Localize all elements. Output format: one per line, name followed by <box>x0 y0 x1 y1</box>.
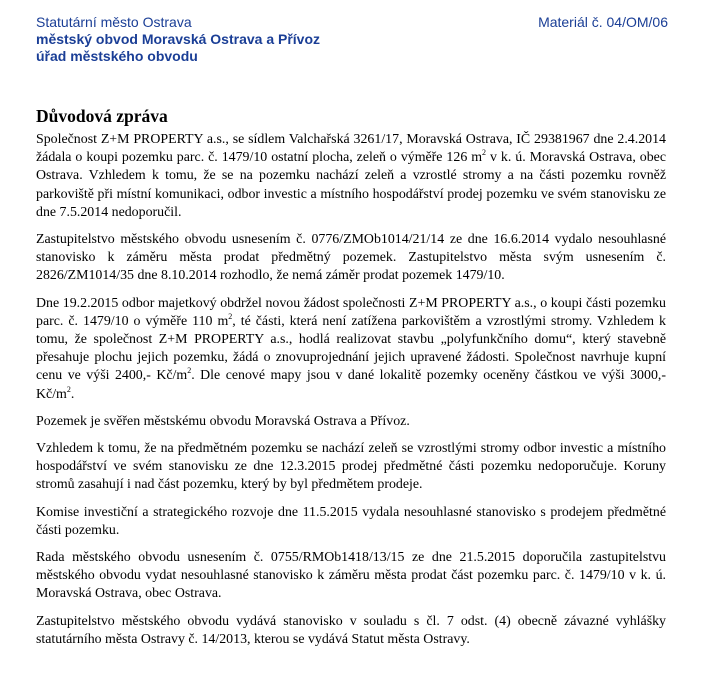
paragraph-3-text-a: Dne 19.2.2015 odbor majetkový obdržel novou žádost společnosti Z+M PROPERTY a.s., o koupi části pozemku parc. č. 1479/10 o výměře 110 m <box>36 295 666 329</box>
material-number: Materiál č. 04/OM/06 <box>538 14 668 30</box>
paragraph-3-text-d: . <box>70 386 75 402</box>
paragraph-5-text: Vzhledem k tomu, že na předmětném pozemku se nachází zeleň se vzrostlými stromy odbor investic a místního hospodářství ve svém stanovisku ze dne 12.3.2015 prodej předmětné části pozemku nedoporučuje. Koruny stromů zasahují i nad část pozemku, který by byl předmětem prodeje. <box>36 441 666 493</box>
paragraph-2-text: Zastupitelstvo městského obvodu usnesením č. 0776/ZMOb1014/21/14 ze dne 16.6.2014 vydalo nesouhlasné stanovisko k záměru města prodat předmětný pozemek. Zastupitelstvo města svým usnesením č. 2826/ZM1014/35 dne 8.10.2014 rozhodlo, že nemá záměr prodat pozemek 1479/10. <box>36 232 666 284</box>
paragraph-1-text-b: v k. ú. Moravská Ostrava, obec Ostrava. Vzhledem k tomu, že se na pozemku nachází zeleň a vzrostlé stromy a na části pozemku rovněž parkoviště při místní komunikaci, odbor investic a místního hospodářství prodej pozemku ve svém stanovisku ze dne 7.5.2014 nedoporučil. <box>36 150 666 220</box>
superscript: 2 <box>66 384 71 394</box>
report-title: Důvodová zpráva <box>36 106 168 126</box>
paragraph-2 <box>36 231 666 286</box>
paragraph-4-text: Pozemek je svěřen městskému obvodu Moravská Ostrava a Přívoz. <box>36 413 410 429</box>
paragraph-7-text: Rada městského obvodu usnesením č. 0755/RMOb1418/13/15 ze dne 21.5.2015 doporučila zastupitelstvu městského obvodu vydat nesouhlasné stanovisko k záměru města prodat část pozemku parc. č. 1479/10 v k. ú. Moravská Ostrava, obec Ostrava. <box>36 550 666 602</box>
paragraph-6-text: Komise investiční a strategického rozvoje dne 11.5.2015 vydala nesouhlasné stanovisko s prodejem předmětné části pozemku. <box>36 504 666 538</box>
paragraph-3 <box>36 295 666 404</box>
paragraph-6 <box>36 504 666 540</box>
paragraph-7 <box>36 549 666 604</box>
city-name: Statutární město Ostrava <box>36 14 192 30</box>
paragraph-1-text-a: Společnost Z+M PROPERTY a.s., se sídlem Valchařská 3261/17, Moravská Ostrava, IČ 29381967 dne 2.4.2014 žádala o koupi pozemku parc. č. 1479/10 ostatní plocha, zeleň o výměře 126 m <box>36 132 666 166</box>
paragraph-8-text: Zastupitelstvo městského obvodu vydává stanovisko v souladu s čl. 7 odst. (4) obecně závazné vyhlášky statutárního města Ostravy č. 14/2013, kterou se vydává Statut města Ostravy. <box>36 613 666 647</box>
paragraph-1 <box>36 131 666 222</box>
superscript: 2 <box>482 148 487 158</box>
superscript: 2 <box>187 366 192 376</box>
paragraph-3-text-c: . Dle cenové mapy jsou v dané lokalitě pozemky oceněny částkou ve výši 3000,- Kč/m <box>36 368 666 402</box>
document-header <box>36 14 668 65</box>
report-body <box>36 131 666 658</box>
office-name: úřad městského obvodu <box>36 48 198 64</box>
superscript: 2 <box>228 311 233 321</box>
paragraph-4 <box>36 413 666 431</box>
paragraph-5 <box>36 440 666 495</box>
paragraph-3-text-b: , té části, která není zatížena parkovištěm a vzrostlými stromy. Vzhledem k tomu, že společnost Z+M PROPERTY a.s., hodlá realizovat stavbu „polyfunkčního domu“, který stavebně přesahuje plochu jejich pozemku, žádá o znovuprojednání jejich upravené žádosti. Společnost navrhuje kupní cenu ve výši 2400,- Kč/m <box>36 313 666 384</box>
paragraph-8 <box>36 613 666 649</box>
district-name: městský obvod Moravská Ostrava a Přívoz <box>36 31 321 47</box>
